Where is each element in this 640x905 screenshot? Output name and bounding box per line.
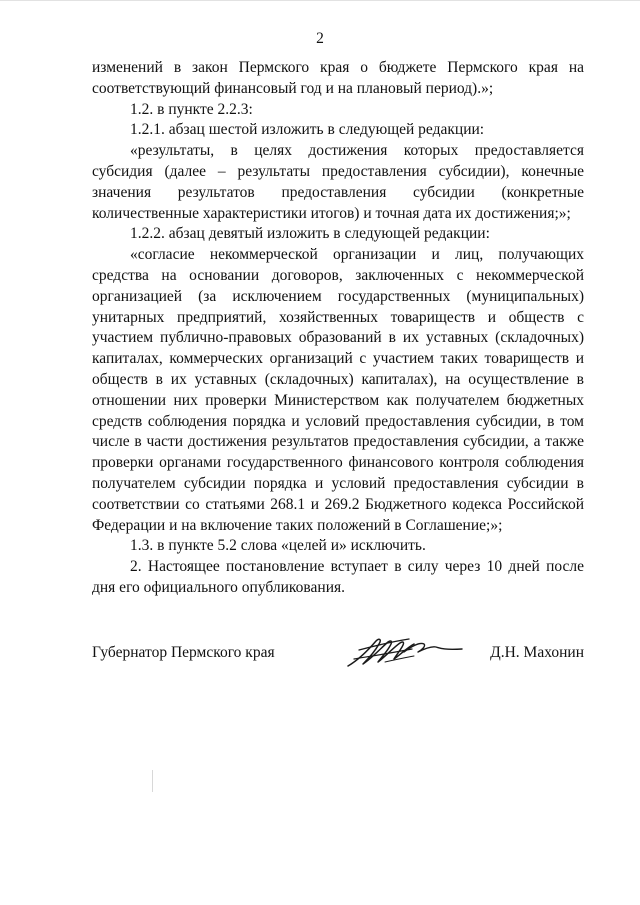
page-number: 2 [316,30,324,47]
paragraph-results-quote: «результаты, в целях достижения которых предоставляется субсидия (далее – результаты предоставления субсидии), конечные значения результатов предоставления субсидии (конкретные количественные характеристики итогов) и точная дата их достижения;»; [92,142,584,222]
paragraph-item-1-2: 1.2. в пункте 2.2.3: [130,100,253,118]
scan-edge-line [0,0,640,1]
paragraph-item-1-2-2: 1.2.2. абзац девятый изложить в следующей редакции: [130,225,490,243]
paragraph-item-1-2-1: 1.2.1. абзац шестой изложить в следующей редакции: [130,121,485,139]
signatory-name: Д.Н. Махонин [490,644,584,661]
handwritten-signature-icon [342,632,467,670]
paragraph-item-1-3: 1.3. в пункте 5.2 слова «целей и» исключить. [130,537,426,555]
scan-artifact-mark [152,770,153,792]
paragraph-item-2: 2. Настоящее постановление вступает в силу через 10 дней после дня его официального опубликования. [92,558,584,596]
document-body [92,58,584,599]
signatory-title: Губернатор Пермского края [92,644,275,661]
paragraph-consent-quote: «согласие некоммерческой организации и лиц, получающих средства на основании договоров, заключенных с некоммерческой организацией (за исключением государственных (муниципальных) унитарных предприятий, хозяйственных товариществ и обществ с участием публично-правовых образований в их уставных (складочных) капиталах, коммерческих организаций с участием таких товариществ и обществ в их уставных (складочных) капиталах), на осуществление в отношении них проверки Министерством как получателем бюджетных средств соблюдения порядка и условий предоставления субсидии, в том числе в части достижения результатов предоставления субсидии, а также проверки органами государственного финансового контроля соблюдения получателем субсидии порядка и условий предоставления субсидии в соответствии со статьями 268.1 и 269.2 Бюджетного кодекса Российской Федерации и на включение таких положений в Соглашение;»; [92,246,584,534]
paragraph-continuation: изменений в закон Пермского края о бюджете Пермского края на соответствующий финансовый год и на плановый период).»; [92,59,584,97]
signature-block [92,632,584,672]
